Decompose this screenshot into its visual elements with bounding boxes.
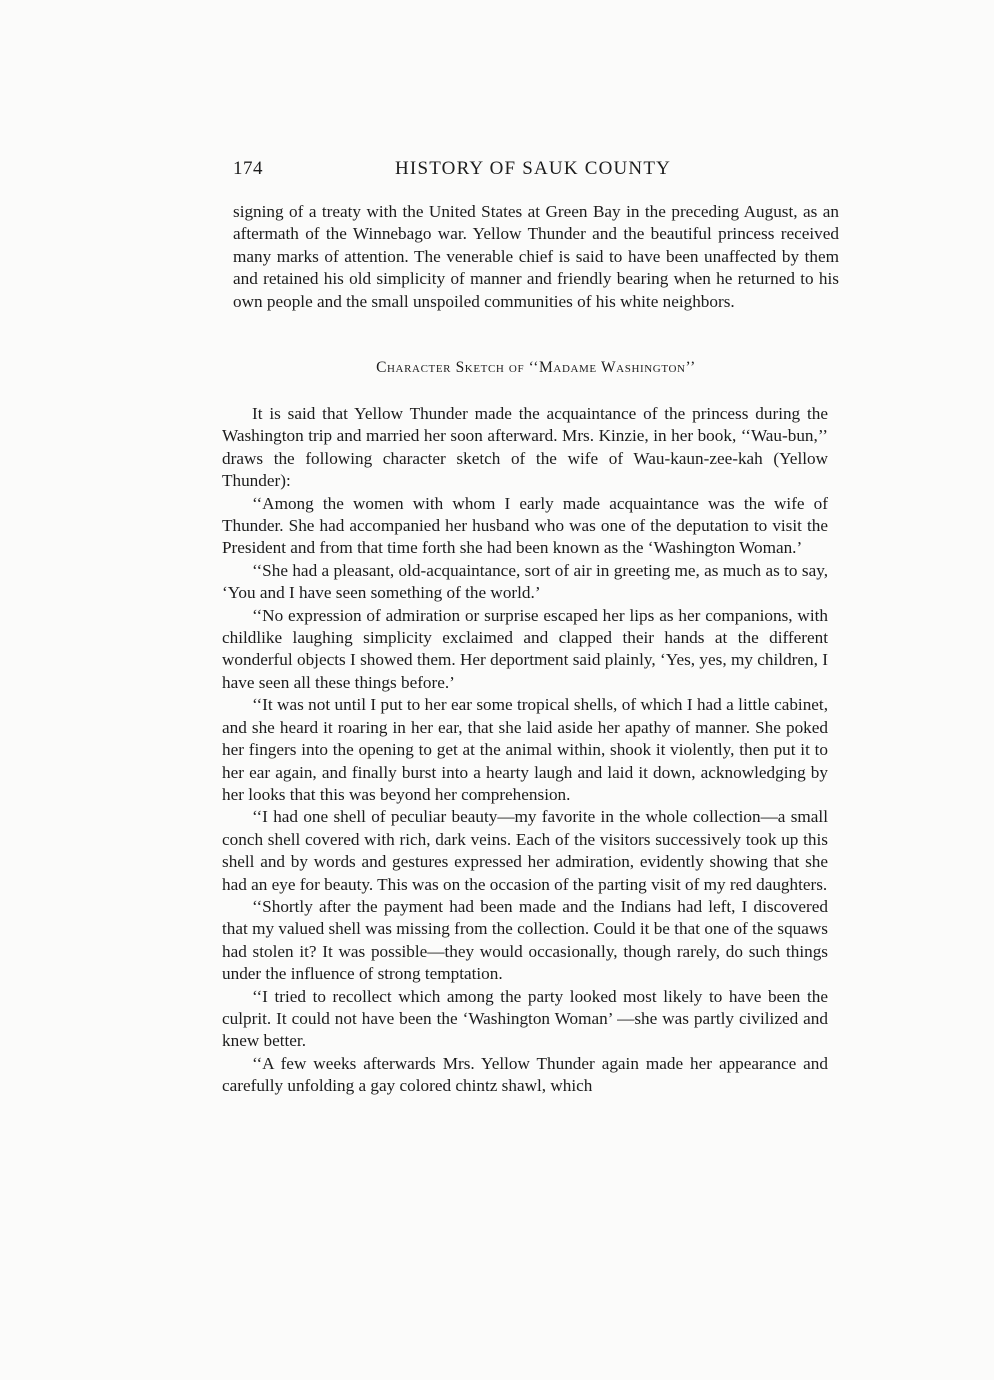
running-head: HISTORY OF SAUK COUNTY (395, 158, 672, 179)
paragraph: ‘‘Shortly after the payment had been made and the Indians had left, I discovered that my valued shell was missing from the collection. Could it be that one of the squaws had stolen it? It was possible—they would occasionally, though rarely, do such things under the influence of strong temptation. (222, 896, 828, 984)
section-heading: Character Sketch of ‘‘Madame Washington’’ (376, 359, 696, 376)
page-header (233, 158, 839, 184)
opening-text (233, 201, 839, 313)
paragraph: ‘‘She had a pleasant, old-acquaintance, sort of air in greeting me, as much as to say, ‘You and I have seen something of the world.’ (222, 560, 828, 603)
paragraph: ‘‘It was not until I put to her ear some tropical shells, of which I had a little cabinet, and she heard it roaring in her ear, that she laid aside her apathy of manner. She poked her fingers into the opening to get at the animal within, shook it violently, then put it to her ear again, and finally burst into a hearty laugh and laid it down, acknowledging by her looks that this was beyond her comprehension. (222, 695, 828, 804)
paragraph: It is said that Yellow Thunder made the acquaintance of the princess during the Washington trip and married her soon afterward. Mrs. Kinzie, in her book, ‘‘Wau-bun,’’ draws the following character sketch of the wife of Wau-kaun-zee-kah (Yellow Thunder): (222, 404, 828, 491)
opening-paragraph: signing of a treaty with the United States at Green Bay in the preceding August, as an aftermath of the Winnebago war. Yellow Thunder and the beautiful princess received many marks of attention. The venerable chief is said to have been unaffected by them and retained his old simplicity of manner and friendly bearing when he returned to his own people and the small unspoiled communities of his white neighbors. (233, 202, 839, 311)
paragraph: ‘‘Among the women with whom I early made acquaintance was the wife of Thunder. She had accompanied her husband who was one of the deputation to visit the President and from that time forth she had been known as the ‘Washington Woman.’ (222, 493, 828, 558)
paragraph: ‘‘No expression of admiration or surprise escaped her lips as her companions, with childlike laughing simplicity exclaimed and clapped their hands at the different wonderful objects I showed them. Her deportment said plainly, ‘Yes, yes, my children, I have seen all these things before.’ (222, 605, 828, 692)
page-number: 174 (233, 158, 263, 179)
paragraph: ‘‘A few weeks afterwards Mrs. Yellow Thunder again made her appearance and carefully unfolding a gay colored chintz shawl, which (222, 1053, 828, 1096)
paragraph: ‘‘I tried to recollect which among the party looked most likely to have been the culprit. It could not have been the ‘Washington Woman’ —she was partly civilized and knew better. (222, 986, 828, 1051)
body-text (222, 403, 828, 1098)
paragraph: ‘‘I had one shell of peculiar beauty—my favorite in the whole collection—a small conch shell covered with rich, dark veins. Each of the visitors successively took up this shell and by words and gestures expressed her admiration, evidently showing that she had an eye for beauty. This was on the occasion of the parting visit of my red daughters. (222, 807, 828, 894)
